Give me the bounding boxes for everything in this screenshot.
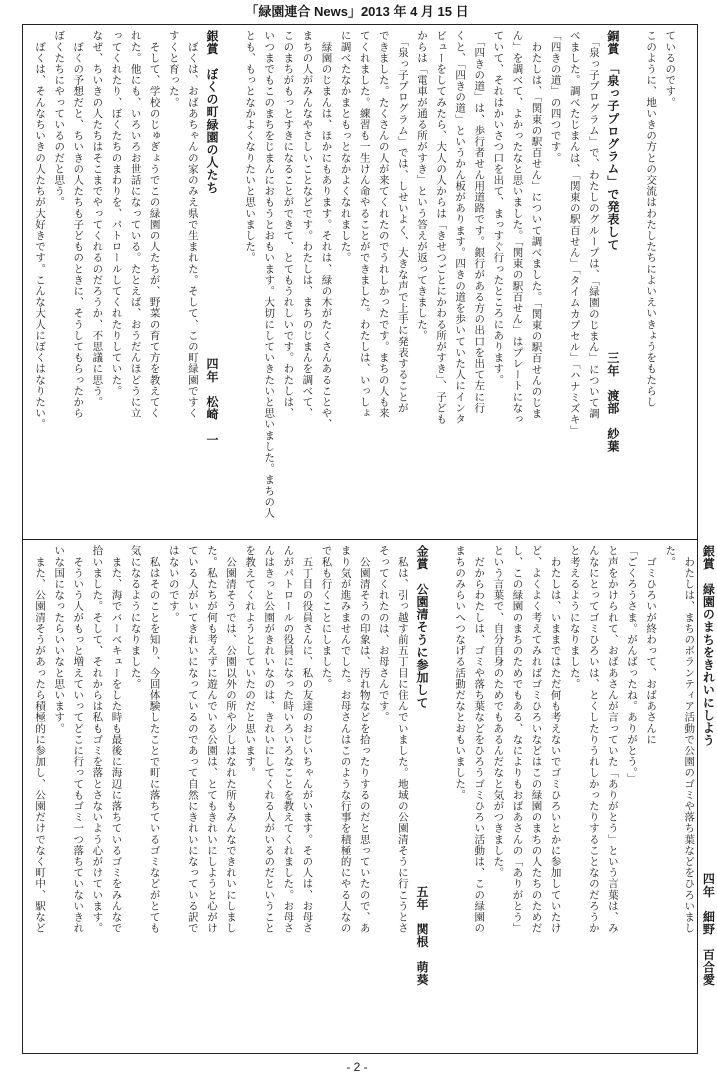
bottom-text-column: んはきっと公園がきれいなのは、きれいにしてくれる人がいるのだということ bbox=[263, 545, 276, 934]
bottom-text-column: わたしは、まちのボランティア活動で公園のゴミや落ち葉などをひろいまし bbox=[683, 545, 696, 934]
top-text-column: に調べたなかまともっとなかよくなれました。 bbox=[339, 30, 352, 264]
top-text-column: ビューをしてみたら、大人の人からは「きせつごとにかわる所がすき」、子ども bbox=[435, 30, 448, 425]
bottom-text-column: また、海でバーベキューをした時も最後に海辺に落ちているゴミをみんなで bbox=[110, 545, 123, 934]
bottom-text-column: そってくれたのは、お母さんです。 bbox=[377, 545, 390, 723]
bottom-text-column: を教えてくれようとしていたのだと思います。 bbox=[244, 545, 257, 779]
bottom-text-column bbox=[431, 545, 450, 1048]
top-text-column: ぼくは、そんなちいきの人たちが大好きです。こんな大人にぼくはなりたい。 bbox=[34, 30, 47, 430]
top-text-column bbox=[622, 30, 641, 533]
top-text-column: てくれました。練習も一生けん命やることができました。わたしは、いっしょ bbox=[358, 30, 371, 419]
bottom-text-column: また、公園清そうがあったら積極的に参加し、公園だけでなく町中、駅など bbox=[34, 545, 47, 934]
bottom-vertical-text bbox=[30, 545, 717, 1048]
top-text-column: このように、地いきの方との交流はわたしたちによいえいきょうをもたらし bbox=[645, 30, 658, 408]
section-divider bbox=[22, 539, 698, 540]
top-text-column: とも、もっとなかよくなりたいと思いました。 bbox=[244, 30, 257, 264]
bottom-text-column: と考えるようになりました。 bbox=[568, 545, 581, 690]
top-text-column: まちの人がみんなやさしいことなどです。わたしは、まちのじまんを調べて、 bbox=[301, 30, 314, 419]
top-text-column: そして、学校のじゅぎょうでこの緑園の人たちが、野菜の育て方を教えてく bbox=[148, 30, 161, 419]
bottom-text-column: で私も行くことにしました。 bbox=[320, 545, 333, 690]
top-text-column: べました。調べたじまんは、「関東の駅百せん」「タイムカプセル」「ハナミズキ」 bbox=[568, 30, 581, 437]
top-text-column: 緑園のじまんは、ほかにもあります。それは、緑の木がたくさんあることや、 bbox=[320, 30, 333, 430]
top-text-column: くと、「四きの道」というかん板があります。四きの道を歩いていた人にインタ bbox=[454, 30, 467, 425]
top-vertical-text bbox=[30, 30, 679, 533]
bottom-text-column: 私はそのことを知り、今回体験したことで町に落ちているゴミなどがとても bbox=[148, 545, 161, 934]
top-text-column: ってくれたり、ぼくたちのまわりを、パトロールしてくれたりしていた。 bbox=[110, 30, 123, 397]
top-text-column: 銀賞 ぼくの町緑園の人たち 四年 松崎 一 bbox=[204, 30, 219, 446]
bottom-text-column: 気になるようになりました。 bbox=[129, 545, 142, 690]
top-text-column: ぼくたちにやっているのだと思う。 bbox=[53, 30, 66, 208]
top-text-column: わたしは、「関東の駅百せん」について調べました。「関東の駅百せんのじま bbox=[530, 30, 543, 420]
page-number: - 2 - bbox=[346, 1060, 368, 1074]
bottom-text-column: 五丁目の役員さんに、私の友達のおじいちゃんがいます。その人は、お母さ bbox=[301, 545, 314, 934]
bottom-text-column: いな国になったらいいなと思います。 bbox=[53, 545, 66, 734]
bottom-text-column: はないのです。 bbox=[167, 545, 180, 623]
bottom-text-column: ている人がいてきれいになっているのであって自然にきれいになっている訳で bbox=[186, 545, 199, 934]
bottom-text-column: た。 bbox=[664, 545, 677, 568]
bottom-text-column: まり気が進みませんでした。お母さんはこのような行事を積極的にやる人なの bbox=[339, 545, 352, 934]
bottom-text-column: 「ごくろうさま。がんばったね。ありがとう。」 bbox=[626, 545, 638, 784]
bottom-text-column: ゴミひろいが終わって、おばあさんに bbox=[645, 545, 658, 745]
top-text-column: ぼくは、おばあちゃんの家のみえ県で生まれた。そして、この町緑園ですく bbox=[186, 30, 199, 419]
bottom-text-column: まちのみらいへつなげる活動だなとおもいました。 bbox=[454, 545, 467, 801]
bottom-text-column: そういう人がもっと増えていってどこに行ってもゴミ一つ落ちていないきれ bbox=[72, 545, 85, 934]
bottom-text-column: 銀賞 緑園のまちをきれいにしよう 四年 細野 百合愛 bbox=[701, 545, 716, 986]
top-text-section bbox=[30, 30, 692, 533]
bottom-text-column: し、この緑園のまちのためでもある、なによりもおばあさんの「ありがとう」 bbox=[511, 545, 524, 934]
top-text-column: 「四きの道」の四つです。 bbox=[549, 30, 562, 164]
bottom-text-column: 公園清そうでは、公園以外の所や少しはなれた所もみんなできれいにしまし bbox=[225, 545, 238, 934]
bottom-text-section bbox=[30, 545, 716, 1048]
top-text-column: 「泉っ子プログラム」では、しせいよく、大きな声で上手に発表することが bbox=[396, 30, 409, 414]
top-text-column: 「泉っ子プログラム」で、わたしのグループは、「緑園のじまん」について調 bbox=[587, 30, 600, 420]
top-text-column: 「四きの道」は、歩行者せん用道路です。銀行がある方の出口を出て左に行 bbox=[473, 30, 486, 414]
bottom-text-column: んなにとってゴミひろいは、とくしたりうれしかったりすることなのだろうか bbox=[587, 545, 600, 934]
top-text-column: ん」を調べて、よかったなと思いました。「関東の駅百せん」はプレートになっ bbox=[511, 30, 524, 425]
bottom-text-column: た。私たちが何も考えずに遊んでいる公園は、とてもきれいにしようと心がけ bbox=[205, 545, 218, 934]
newsletter-header: 「緑園連合 News」2013 年 4 月 15 日 bbox=[245, 4, 469, 19]
top-text-column: ぼくの予想だと、ちいきの人たちも子どものときに、そうしてもらったから bbox=[72, 30, 85, 419]
top-text-column: 銅賞 「泉っ子プログラム」で発表して 三年 渡部 紗葉 bbox=[605, 30, 620, 453]
top-text-column: できました。たくさんの人が来てくれたのでうれしかったです。まちの人も来 bbox=[377, 30, 390, 419]
top-text-column bbox=[221, 30, 240, 533]
bottom-text-column: だからわたしは、ゴミや落ち葉などをひろうゴミひろい活動は、この緑園の bbox=[473, 545, 486, 934]
top-text-column: なぜ、ちいきの人たちはそこまでやってくれるのだろうか、不思議に思う。 bbox=[91, 30, 104, 408]
top-text-column: このまちがもっとすきになることができて、とてもうれしいです。わたしは、 bbox=[282, 30, 295, 419]
top-text-column: いつまでもこのまちをじまんにおもうとおもいます。大切にしていきたいと思いました。まちの人 bbox=[263, 30, 276, 519]
bottom-text-column: 公園清そうの印象は、汚れ物などを拾ったりするのだと思っていたので、あ bbox=[358, 545, 371, 934]
bottom-text-column: んがパトロールの役員になった時いろいろなことを教えてくれました。お母さ bbox=[282, 545, 295, 934]
top-text-column: ていて、それはかいさつ口を出て、まっすぐ行ったところにあります。 bbox=[492, 30, 505, 386]
bottom-text-column: 私は、引っ越す前五丁目に住んでいました。地域の公園清そうに行こうとさ bbox=[396, 545, 409, 934]
top-text-column: からは「電車が通る所がすき」という答えが返ってきました。 bbox=[415, 30, 428, 341]
bottom-text-column: と声をかけられて、おばあさんが言っていた「ありがとう」という言葉は、み bbox=[606, 545, 619, 934]
bottom-text-column: 金賞 公園清そうに参加して 五年 関根 萌葵 bbox=[414, 545, 429, 986]
bottom-text-column: 拾いました。そして、それからは私もゴミを落とさないよう心がけています。 bbox=[91, 545, 104, 934]
top-text-column: れた。他にも、いろいろお世話になっている。たとえば、おうだんほどうに立 bbox=[129, 30, 142, 419]
bottom-text-column: ど、よくよく考えてみればゴミひろいなどはこの緑園のまちの人たちのためだ bbox=[530, 545, 543, 934]
top-text-column: すくと育った。 bbox=[167, 30, 180, 108]
bottom-text-column: という言葉で、自分自身のためでもあるんだなと気がつきました。 bbox=[492, 545, 505, 878]
bottom-text-column: わたしは、いままではただ何も考えないでゴミひろいとかに参加していたけ bbox=[549, 545, 562, 934]
top-text-column: ているのです。 bbox=[664, 30, 677, 108]
